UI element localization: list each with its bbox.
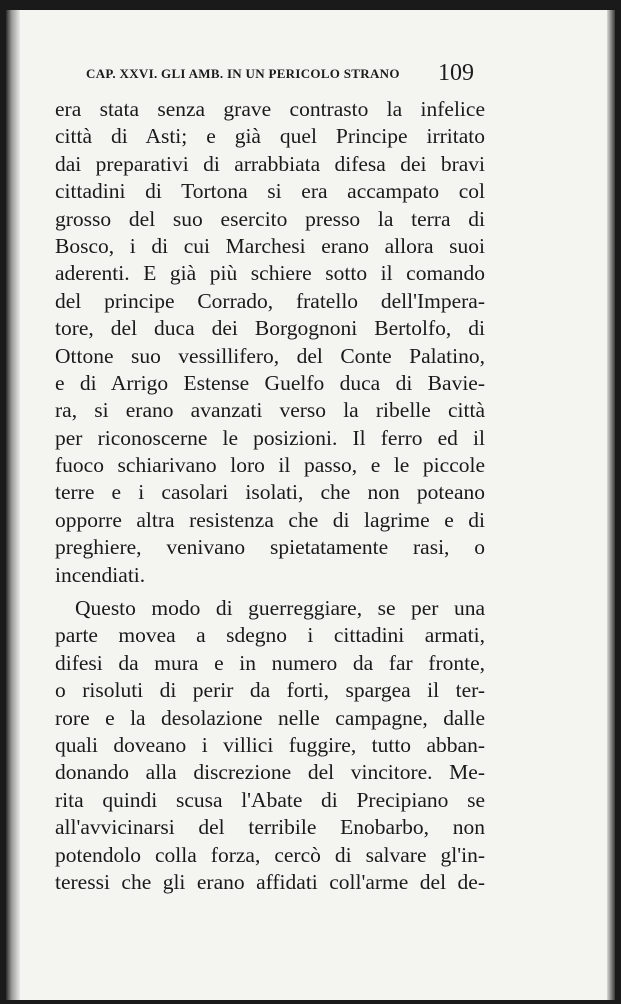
- body-text: [55, 96, 485, 896]
- paragraph-1: [55, 96, 485, 589]
- text-line: incendiati.: [55, 562, 146, 587]
- text-line: per riconoscerne le posizioni. Il ferro ed il: [55, 425, 485, 450]
- text-line: rore e la desolazione nelle campagne, dalle: [55, 705, 485, 730]
- text-line: rita quindi scusa l'Abate di Precipiano se: [55, 787, 485, 812]
- text-line: ra, si erano avanzati verso la ribelle città: [55, 398, 485, 423]
- text-line: all'avvicinarsi del terribile Enobarbo, non: [55, 815, 485, 840]
- text-line: Bosco, i di cui Marchesi erano allora suoi: [55, 233, 485, 258]
- text-line: del principe Corrado, fratello dell'Impera-: [55, 288, 485, 313]
- text-line: grosso del suo esercito presso la terra di: [55, 206, 485, 231]
- text-line: o risoluti di perir da forti, spargea il ter-: [55, 678, 485, 703]
- text-line: quali doveano i villici fuggire, tutto abban-: [55, 732, 485, 757]
- text-line: preghiere, venivano spietatamente rasi, o: [55, 535, 485, 560]
- text-line: difesi da mura e in numero da far fronte,: [55, 650, 485, 675]
- text-line: Ottone suo vessillifero, del Conte Palatino,: [55, 343, 485, 368]
- text-line: terre e i casolari isolati, che non poteano: [55, 480, 485, 505]
- text-line: Questo modo di guerreggiare, se per una: [75, 596, 485, 621]
- paragraph-2: [55, 595, 485, 896]
- text-line: opporre altra resistenza che di lagrime e di: [55, 507, 485, 532]
- text-line: parte movea a sdegno i cittadini armati,: [55, 623, 485, 648]
- book-page: [6, 10, 615, 1000]
- text-line: aderenti. E già più schiere sotto il comando: [55, 261, 485, 286]
- text-line: dai preparativi di arrabbiata difesa dei bravi: [55, 151, 485, 176]
- book-spine-shadow: [6, 10, 20, 1000]
- text-line: tore, del duca dei Borgognoni Bertolfo, di: [55, 316, 485, 341]
- text-line: cittadini di Tortona si era accampato col: [55, 179, 485, 204]
- text-line: era stata senza grave contrasto la infelice: [55, 97, 485, 121]
- text-line: teressi che gli erano affidati coll'arme del de-: [55, 869, 485, 894]
- text-line: fuoco schiarivano loro il passo, e le piccole: [55, 453, 485, 478]
- text-line: città di Asti; e già quel Principe irritato: [55, 124, 485, 149]
- page-edge-shadow: [607, 10, 615, 1000]
- page-number: 109: [438, 60, 474, 86]
- text-line: e di Arrigo Estense Guelfo duca di Bavie-: [55, 370, 485, 395]
- text-line: potendolo colla forza, cercò di salvare gl'in-: [55, 842, 485, 867]
- running-head: CAP. XXVI. GLI AMB. IN UN PERICOLO STRANO: [86, 66, 400, 81]
- text-line: donando alla discrezione del vincitore. Me-: [55, 760, 485, 785]
